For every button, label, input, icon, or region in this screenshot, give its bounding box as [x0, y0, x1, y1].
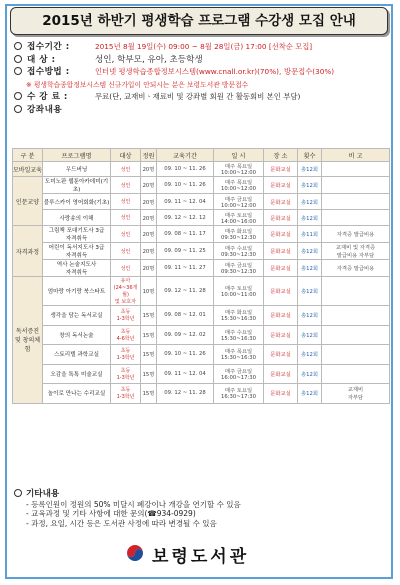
capacity-cell: 15명: [141, 364, 157, 384]
info-label: 강좌내용: [27, 104, 63, 115]
capacity-cell: 20명: [141, 260, 157, 277]
circle-bullet-icon: [14, 489, 22, 497]
time-cell: 매주 금요일 10:00~12:00: [214, 194, 264, 210]
column-header: 프로그램명: [43, 149, 111, 162]
note-cell: [322, 194, 390, 210]
table-row: [13, 364, 390, 384]
table-row: [13, 210, 390, 226]
period-cell: 09. 08 ~ 12. 01: [157, 306, 214, 326]
table-row: [13, 306, 390, 326]
other-item: - 과정, 요일, 시간 등은 도서관 사정에 따라 변경될 수 있음: [26, 518, 217, 528]
period-cell: 09. 08 ~ 11. 17: [157, 226, 214, 243]
time-cell: 매주 토요일 14:00~16:00: [214, 210, 264, 226]
program-cell: 창의 독서논술: [43, 325, 111, 345]
period-cell: 09. 12 ~ 11. 28: [157, 384, 214, 404]
target-cell: 성인: [111, 162, 141, 177]
count-cell: 총12회: [298, 243, 322, 260]
time-cell: 매주 금요일 09:30~12:30: [214, 260, 264, 277]
category-cell: 독서증진 및 창의체험: [13, 277, 43, 404]
place-cell: 문화교실: [264, 162, 298, 177]
other-item: - 교육과정 및 기타 사항에 대한 문의(☎934-0929): [26, 509, 196, 518]
table-row: [13, 243, 390, 260]
table-row: [13, 325, 390, 345]
other-heading-row: [14, 489, 386, 500]
time-cell: 매주 화요일 09:30~12:30: [214, 226, 264, 243]
period-cell: 09. 11 ~ 12. 04: [157, 194, 214, 210]
period-cell: 09. 11 ~ 12. 04: [157, 364, 214, 384]
capacity-cell: 20명: [141, 162, 157, 177]
capacity-cell: 15명: [141, 384, 157, 404]
info-value: 무료(단, 교재비ㆍ재료비 및 강좌별 회원 간 활동회비 본인 부담): [95, 92, 301, 101]
target-cell: 성인: [111, 194, 141, 210]
note-cell: [322, 306, 390, 326]
info-fee: [14, 91, 388, 104]
target-cell: 성인: [111, 243, 141, 260]
table-row: [13, 177, 390, 194]
table-row: [13, 345, 390, 365]
target-cell: 성인: [111, 260, 141, 277]
info-label: 접수방법 :: [27, 67, 70, 77]
info-note: ※ 평생학습종합정보시스템 신규가입이 안되시는 분은 보령도서관 방문접수: [26, 80, 249, 89]
category-cell: 자격과정: [13, 226, 43, 277]
column-header: 정원: [141, 149, 157, 162]
circle-bullet-icon: [14, 55, 22, 63]
capacity-cell: 10명: [141, 277, 157, 306]
place-cell: 문화교실: [264, 243, 298, 260]
count-cell: 총12회: [298, 277, 322, 306]
program-cell: 역사 논술지도사 자격취득: [43, 260, 111, 277]
period-cell: 09. 12 ~ 11. 28: [157, 277, 214, 306]
info-label: 수 강 료 :: [27, 92, 68, 102]
capacity-cell: 20명: [141, 226, 157, 243]
capacity-cell: 15명: [141, 325, 157, 345]
info-courses: [14, 104, 388, 117]
note-cell: [322, 364, 390, 384]
capacity-cell: 20명: [141, 194, 157, 210]
circle-bullet-icon: [14, 105, 22, 113]
circle-bullet-icon: [14, 92, 22, 100]
column-header: 횟수: [298, 149, 322, 162]
info-section: [14, 41, 388, 116]
period-cell: 09. 10 ~ 11. 26: [157, 177, 214, 194]
library-logo-icon: [124, 541, 146, 563]
table-row: [13, 194, 390, 210]
count-cell: 총12회: [298, 177, 322, 194]
category-cell: 인문교양: [13, 177, 43, 226]
course-table: [12, 148, 390, 404]
count-cell: 총12회: [298, 325, 322, 345]
table-row: [13, 226, 390, 243]
time-cell: 매주 수요일 09:30~12:30: [214, 243, 264, 260]
info-target: [14, 54, 388, 67]
other-info: [26, 489, 386, 528]
period-cell: 09. 11 ~ 11. 27: [157, 260, 214, 277]
target-cell: 성인: [111, 226, 141, 243]
circle-bullet-icon: [14, 42, 22, 50]
time-cell: 매주 목요일 10:00~12:00: [214, 162, 264, 177]
note-cell: 교재비 및 자격증 발급비용 자부담: [322, 243, 390, 260]
info-value: 방문접수(30%): [284, 67, 335, 76]
table-row: [13, 277, 390, 306]
library-logo: [124, 541, 284, 565]
place-cell: 문화교실: [264, 306, 298, 326]
program-cell: 우드버닝: [43, 162, 111, 177]
target-cell: 초등 1-3학년: [111, 364, 141, 384]
count-cell: 총12회: [298, 364, 322, 384]
target-cell: 초등 1-3학년: [111, 384, 141, 404]
page-title: 2015년 하반기 평생학습 프로그램 수강생 모집 안내: [10, 7, 388, 35]
place-cell: 문화교실: [264, 210, 298, 226]
column-header: 교육기간: [157, 149, 214, 162]
program-cell: 도미노판 웹툰아카데미(기초): [43, 177, 111, 194]
note-cell: [322, 277, 390, 306]
count-cell: 총12회: [298, 345, 322, 365]
place-cell: 문화교실: [264, 364, 298, 384]
other-heading: 기타내용: [26, 489, 60, 499]
time-cell: 매주 목요일 10:00~12:00: [214, 177, 264, 194]
info-period: [14, 41, 388, 54]
count-cell: 총12회: [298, 194, 322, 210]
period-cell: 09. 09 ~ 12. 02: [157, 325, 214, 345]
count-cell: 총11회: [298, 226, 322, 243]
column-header: 대상: [111, 149, 141, 162]
program-cell: 엄마랑 아기랑 북스타트: [43, 277, 111, 306]
count-cell: 총12회: [298, 384, 322, 404]
column-header: 구 분: [13, 149, 43, 162]
program-cell: 그림책 포대기도사 3급 자격취득: [43, 226, 111, 243]
period-cell: 09. 10 ~ 11. 26: [157, 345, 214, 365]
capacity-cell: 20명: [141, 243, 157, 260]
info-value: 2015년 8월 19일(수) 09:00 ~ 8월 28일(금) 17:00 [선착순 모집]: [95, 42, 313, 51]
note-cell: 자격증 발급비용: [322, 260, 390, 277]
place-cell: 문화교실: [264, 384, 298, 404]
note-cell: [322, 345, 390, 365]
period-cell: 09. 09 ~ 11. 25: [157, 243, 214, 260]
circle-bullet-icon: [14, 67, 22, 75]
table-row: [13, 162, 390, 177]
time-cell: 매주 화요일 15:30~16:30: [214, 306, 264, 326]
place-cell: 문화교실: [264, 260, 298, 277]
column-header: 비 고: [322, 149, 390, 162]
info-label: 대 상 :: [27, 54, 56, 65]
time-cell: 매주 금요일 16:00~17:30: [214, 364, 264, 384]
table-body: [13, 162, 390, 404]
capacity-cell: 15명: [141, 345, 157, 365]
count-cell: 총12회: [298, 260, 322, 277]
place-cell: 문화교실: [264, 194, 298, 210]
capacity-cell: 20명: [141, 177, 157, 194]
category-cell: 모바일교육: [13, 162, 43, 177]
program-cell: 오감을 톡톡 미술교실: [43, 364, 111, 384]
capacity-cell: 20명: [141, 210, 157, 226]
target-cell: 초등 1-3학년: [111, 345, 141, 365]
target-cell: 성인: [111, 210, 141, 226]
period-cell: 09. 10 ~ 11. 26: [157, 162, 214, 177]
place-cell: 문화교실: [264, 345, 298, 365]
table-row: [13, 260, 390, 277]
program-cell: 놀이로 만나는 수리교실: [43, 384, 111, 404]
note-cell: [322, 210, 390, 226]
time-cell: 매주 목요일 15:30~16:30: [214, 345, 264, 365]
target-cell: 유아 (24~36개월) 및 보호자: [111, 277, 141, 306]
course-table-wrap: [12, 148, 389, 404]
info-label: 접수기간 :: [27, 42, 70, 52]
place-cell: 문화교실: [264, 325, 298, 345]
time-cell: 매주 수요일 15:30~16:30: [214, 325, 264, 345]
other-item: - 등록인원이 정원의 50% 미달시 폐강이나 개강을 연기할 수 있음: [26, 499, 241, 509]
note-cell: 자격증 발급비용: [322, 226, 390, 243]
time-cell: 매주 토요일 16:30~17:30: [214, 384, 264, 404]
info-value: 인터넷 평생학습종합정보시스템(www.cnall.or.kr)(70%),: [95, 67, 282, 76]
program-cell: 생각을 담는 독서교실: [43, 306, 111, 326]
time-cell: 매주 토요일 10:00~11:00: [214, 277, 264, 306]
table-row: [13, 384, 390, 404]
count-cell: 총12회: [298, 162, 322, 177]
target-cell: 초등 1-3학년: [111, 306, 141, 326]
place-cell: 문화교실: [264, 177, 298, 194]
note-cell: 교재비 자부담: [322, 384, 390, 404]
column-header: 장 소: [264, 149, 298, 162]
note-cell: [322, 325, 390, 345]
note-cell: [322, 177, 390, 194]
program-cell: 스토리텔 과학교실: [43, 345, 111, 365]
target-cell: 성인: [111, 177, 141, 194]
table-header-row: [13, 149, 390, 162]
program-cell: 사랑송의 이해: [43, 210, 111, 226]
capacity-cell: 15명: [141, 306, 157, 326]
note-cell: [322, 162, 390, 177]
program-cell: 블루스카이 영어회화(기초): [43, 194, 111, 210]
column-header: 일 시: [214, 149, 264, 162]
count-cell: 총12회: [298, 210, 322, 226]
period-cell: 09. 12 ~ 12. 12: [157, 210, 214, 226]
count-cell: 총12회: [298, 306, 322, 326]
target-cell: 초등 4-6학년: [111, 325, 141, 345]
place-cell: 문화교실: [264, 277, 298, 306]
place-cell: 문화교실: [264, 226, 298, 243]
info-value: 성인, 학부모, 유아, 초등학생: [95, 54, 203, 65]
info-method: [14, 66, 388, 79]
program-cell: 어린이 독서지도사 3급 자격취득: [43, 243, 111, 260]
library-name: 보령도서관: [152, 547, 250, 567]
